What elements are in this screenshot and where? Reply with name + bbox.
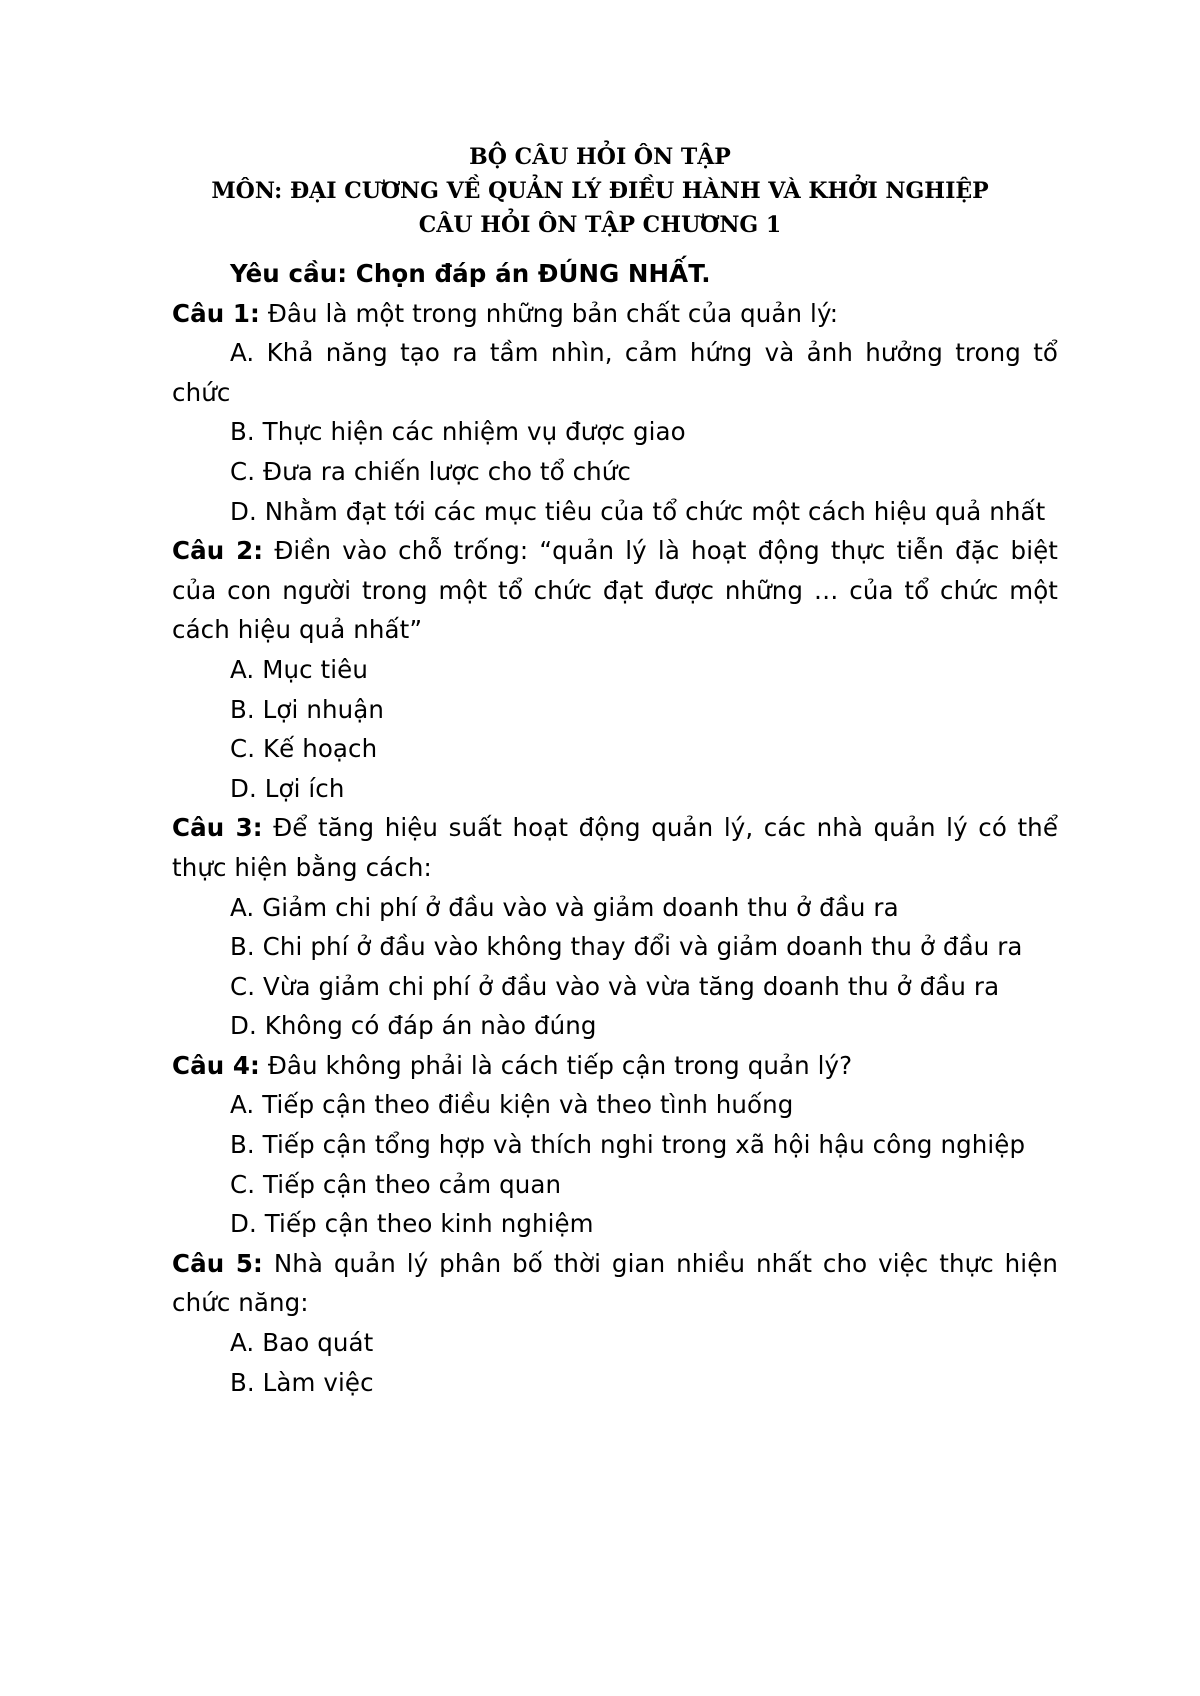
option-5b: B. Làm việc [230, 1367, 374, 1397]
option-2d: D. Lợi ích [230, 773, 345, 803]
option-1a: A. Khả năng tạo ra tầm nhìn, cảm hứng và ảnh hưởng trong tổ chức [172, 338, 1058, 407]
document-title: BỘ CÂU HỎI ÔN TẬP [469, 144, 731, 170]
subject-line: MÔN: ĐẠI CƯƠNG VỀ QUẢN LÝ ĐIỀU HÀNH VÀ KHỞI NGHIỆP [211, 178, 989, 204]
chapter-line: CÂU HỎI ÔN TẬP CHƯƠNG 1 [418, 212, 782, 238]
option-5a: A. Bao quát [230, 1328, 374, 1358]
option-3a: A. Giảm chi phí ở đầu vào và giảm doanh thu ở đầu ra [230, 892, 899, 922]
option-1b: B. Thực hiện các nhiệm vụ được giao [230, 417, 686, 447]
question-text: Để tăng hiệu suất hoạt động quản lý, các nhà quản lý có thể thực hiện bằng cách: [172, 813, 1058, 882]
question-text: Đâu là một trong những bản chất của quản lý: [259, 298, 839, 328]
option-4c: C. Tiếp cận theo cảm quan [230, 1169, 562, 1199]
option-3c: C. Vừa giảm chi phí ở đầu vào và vừa tăng doanh thu ở đầu ra [230, 971, 1000, 1001]
option-2c: C. Kế hoạch [230, 734, 378, 764]
option-4d: D. Tiếp cận theo kinh nghiệm [230, 1209, 594, 1239]
option-3d: D. Không có đáp án nào đúng [230, 1011, 597, 1041]
question-text: Nhà quản lý phân bố thời gian nhiều nhất cho việc thực hiện chức năng: [172, 1248, 1058, 1318]
question-2 [172, 531, 1058, 650]
option-4a: A. Tiếp cận theo điều kiện và theo tình huống [230, 1090, 794, 1120]
question-label: Câu 3: [172, 813, 263, 843]
question-label: Câu 2: [172, 536, 264, 566]
question-3 [172, 808, 1058, 887]
option-1d: D. Nhằm đạt tới các mục tiêu của tổ chức một cách hiệu quả nhất [230, 496, 1046, 526]
question-label: Câu 5: [172, 1248, 263, 1278]
option-3b: B. Chi phí ở đầu vào không thay đổi và giảm doanh thu ở đầu ra [230, 932, 1023, 962]
option-1c: C. Đưa ra chiến lược cho tổ chức [230, 456, 632, 486]
question-text: Điền vào chỗ trống: “quản lý là hoạt động thực tiễn đặc biệt của con người trong một tổ chức đạt được những … của tổ chức một cách hiệu quả nhất” [172, 536, 1058, 645]
question-1 [172, 294, 1058, 334]
question-label: Câu 1: [172, 298, 260, 328]
question-list [172, 254, 1058, 1402]
option-4b: B. Tiếp cận tổng hợp và thích nghi trong xã hội hậu công nghiệp [230, 1130, 1026, 1160]
question-4 [172, 1046, 1058, 1086]
option-2a: A. Mục tiêu [230, 654, 368, 684]
document-header [0, 140, 1200, 242]
option-2b: B. Lợi nhuận [230, 694, 384, 724]
question-label: Câu 4: [172, 1050, 260, 1080]
instruction: Yêu cầu: Chọn đáp án ĐÚNG NHẤT. [230, 259, 711, 288]
question-text: Đâu không phải là cách tiếp cận trong quản lý? [259, 1050, 853, 1080]
question-5 [172, 1244, 1058, 1323]
